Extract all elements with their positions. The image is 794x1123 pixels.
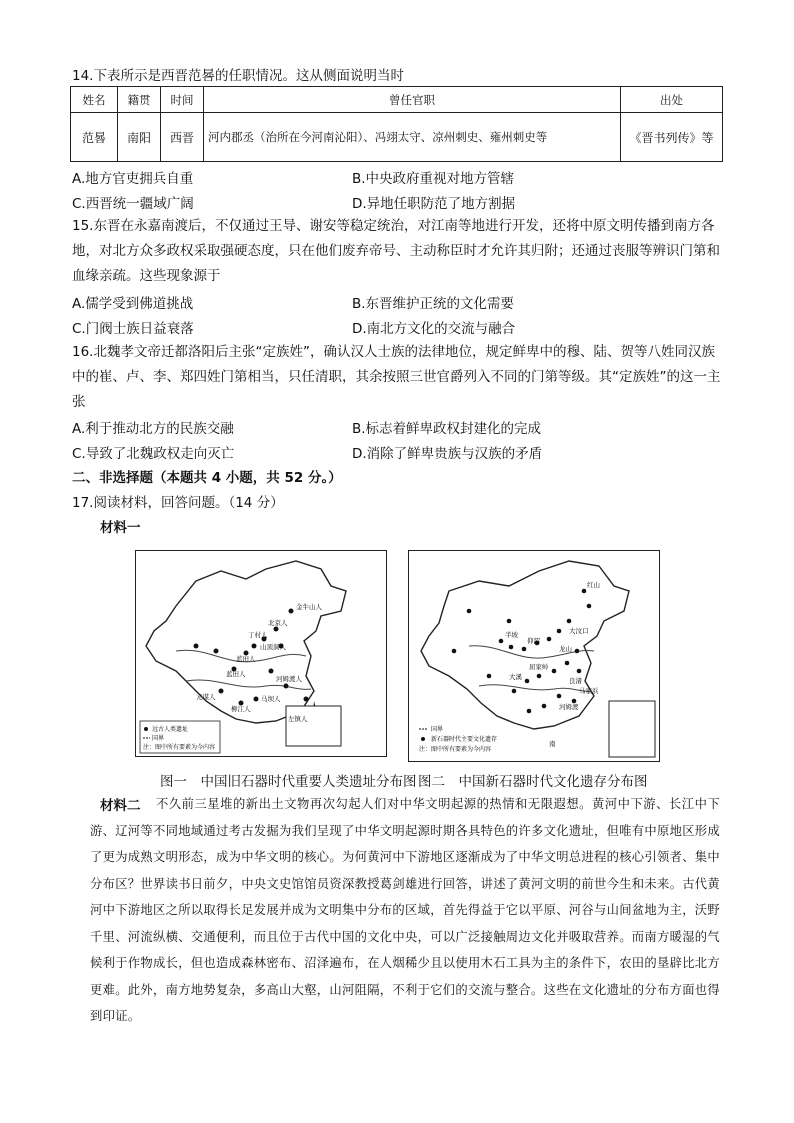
q15-option-d[interactable]: D.南北方文化的交流与融合 [352, 321, 516, 337]
q15-option-c[interactable]: C.门阀士族日益衰落 [72, 321, 194, 337]
map-label: 元谋人 [196, 693, 216, 701]
material1-label: 材料一 [100, 520, 141, 536]
table-cell: 南阳 [118, 113, 161, 162]
legend-text: 注：图中所有要素为今内容 [419, 746, 492, 753]
q16-option-a[interactable]: A.利于推动北方的民族交融 [72, 421, 234, 437]
q14-table [70, 86, 723, 162]
q15-stem: 15.东晋在永嘉南渡后，不仅通过王导、谢安等稳定统治，对江南等地进行开发，还将中原文明传播到南方各地，对北方众多政权采取强硬态度，只在他们废弃帝号、主动称臣时才允许其归附；还通过丧服等辨识门第和血缘亲疏。这些现象源于 [72, 218, 720, 284]
neolithic-map-graphic [409, 551, 659, 761]
q14-stem: 14.下表所示是西晋范晷的任职情况。这从侧面说明当时 [72, 68, 404, 84]
map-label: 河姆渡 [559, 703, 579, 711]
q15-option-a[interactable]: A.儒学受到佛道挑战 [72, 296, 194, 312]
map-label: 蓝田人 [236, 655, 256, 663]
map-label: 河姆渡人 [276, 675, 302, 683]
map-label: 屈家岭 [529, 663, 549, 671]
table-header-cell: 曾任官职 [204, 87, 621, 113]
table-row [71, 113, 723, 162]
map1-caption: 图一 中国旧石器时代重要人类遗址分布图 [160, 774, 417, 790]
table-cell: 《晋书列传》等 [621, 113, 723, 162]
q14-option-a[interactable]: A.地方官吏拥兵自重 [72, 171, 194, 187]
q14-option-c[interactable]: C.西晋统一疆域广阔 [72, 196, 194, 212]
map-label: 大汶口 [569, 627, 589, 635]
legend-text: 注：图中所有要素为今内容 [143, 744, 216, 751]
q14-option-b[interactable]: B.中央政府重视对地方管辖 [352, 171, 515, 187]
map-label: 丁村人 [248, 631, 268, 639]
q14-option-d[interactable]: D.异地任职防范了地方割据 [352, 196, 516, 212]
q16-option-c[interactable]: C.导致了北魏政权走向灭亡 [72, 446, 235, 462]
table-header-cell: 姓名 [71, 87, 118, 113]
map-label: 蓝田人 [226, 670, 246, 678]
map-label: 金牛山人 [296, 603, 322, 611]
map-label: 良渚 [569, 677, 582, 685]
table-cell: 河内郡丞（治所在今河南沁阳）、冯翊太守、凉州刺史、雍州刺史等 [204, 113, 621, 162]
table-header-row [71, 87, 723, 113]
map-label: 红山 [587, 581, 600, 589]
map-label: 南 [549, 740, 556, 748]
map-label: 大溪 [509, 673, 522, 681]
map-label: 北京人 [268, 619, 288, 627]
material2-label: 材料二 [100, 798, 141, 814]
paleolithic-map [135, 550, 387, 757]
map-label: 柳江人 [231, 705, 251, 713]
q16-stem: 16.北魏孝文帝迁都洛阳后主张“定族姓”，确认汉人士族的法律地位，规定鲜卑中的穆、陆、贺等八姓同汉族中的崔、卢、李、郑四姓门第相当，只任清职，其余按照三世官爵列入不同的门第等级。其“定族姓”的这一主张 [72, 344, 721, 410]
table-header-cell: 出处 [621, 87, 723, 113]
table-cell: 范晷 [71, 113, 118, 162]
map-label: 仰韶 [527, 637, 540, 645]
legend-text: 国界 [431, 726, 444, 733]
q16-option-b[interactable]: B.标志着鲜卑政权封建化的完成 [352, 421, 542, 437]
map-label: 龙山 [559, 645, 572, 653]
paleolithic-map-graphic [136, 551, 386, 756]
map-label: 马坝人 [261, 695, 281, 703]
map-label: 马家浜 [579, 687, 599, 695]
q17-stem: 17.阅读材料，回答问题。（14 分） [72, 495, 284, 511]
legend-text: 新石器时代主要文化遗存 [431, 736, 498, 743]
map-label: 半坡 [505, 631, 518, 639]
q15-option-b[interactable]: B.东晋维护正统的文化需要 [352, 296, 515, 312]
table-header-cell: 时间 [161, 87, 204, 113]
legend-text: 远古人类遗址 [152, 726, 189, 733]
legend-text: 国界 [152, 735, 165, 742]
section-title: 二、非选择题（本题共 4 小题，共 52 分。） [72, 470, 342, 486]
neolithic-map [408, 550, 660, 762]
map-label: 左镇人 [288, 715, 308, 723]
q16-option-d[interactable]: D.消除了鲜卑贵族与汉族的矛盾 [352, 446, 543, 462]
table-cell: 西晋 [161, 113, 204, 162]
table-header-cell: 籍贯 [118, 87, 161, 113]
material2-text: 不久前三星堆的新出土文物再次勾起人们对中华文明起源的热情和无限遐想。黄河中下游、长江中下游、辽河等不同地域通过考古发掘为我们呈现了中华文明起源时期各具特色的许多文化遗址，但唯有中原地区形成了更为成熟文明形态，成为中华文明的核心。为何黄河中下游地区逐渐成为了中华文明总进程的核心引领者、集中分布区？世界读书日前夕，中央文史馆馆员资深教授葛剑雄进行回答，讲述了黄河文明的前世今生和未来。古代黄河中下游地区之所以取得长足发展并成为文明集中分布的区域，首先得益于它以平原、河谷与山间盆地为主，沃野千里、河流纵横、交通便利，而且位于古代中国的文化中央，可以广泛接触周边文化并吸取营养。而南方暖湿的气候利于作物成长，但也造成森林密布、沼泽遍布，在人烟稀少且以使用木石工具为主的条件下，农田的垦辟比北方更难。此外，南方地势复杂，多高山大壑，山河阻隔，不利于它们的交流与整合。这些在文化遗址的分布方面也得到印证。 [90, 797, 720, 1023]
map2-caption: 图二 中国新石器时代文化遗存分布图 [418, 774, 648, 790]
map-label: 山顶洞人 [260, 643, 286, 651]
